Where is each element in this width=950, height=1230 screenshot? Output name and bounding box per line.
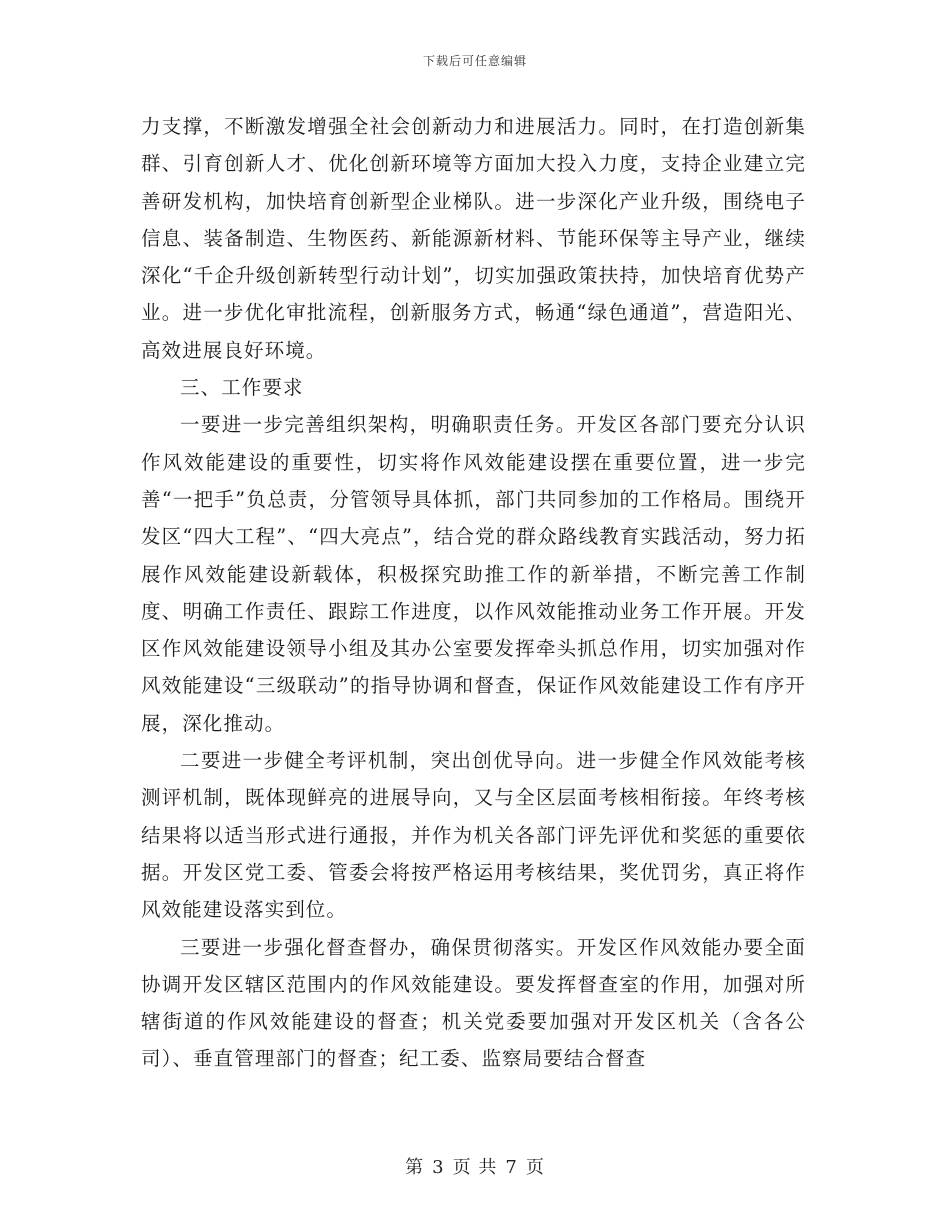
- document-body: [141, 108, 806, 1078]
- paragraph-1: 力支撑，不断激发增强全社会创新动力和进展活力。同时，在打造创新集群、引育创新人才、优化创新环境等方面加大投入力度，支持企业建立完善研发机构，加快培育创新型企业梯队。进一步深化产业升级，围绕电子信息、装备制造、生物医药、新能源新材料、节能环保等主导产业，继续深化“千企升级创新转型行动计划”，切实加强政策扶持，加快培育优势产业。进一步优化审批流程，创新服务方式，畅通“绿色通道”，营造阳光、高效进展良好环境。: [141, 115, 806, 362]
- paragraph-2: 一要进一步完善组织架构，明确职责任务。开发区各部门要充分认识作风效能建设的重要性，切实将作风效能建设摆在重要位置，进一步完善“一把手”负总责，分管领导具体抓，部门共同参加的工作格局。围绕开发区“四大工程”、“四大亮点”，结合党的群众路线教育实践活动，努力拓展作风效能建设新载体，积极探究助推工作的新举措，不断完善工作制度、明确工作责任、跟踪工作进度，以作风效能推动业务工作开展。开发区作风效能建设领导小组及其办公室要发挥牵头抓总作用，切实加强对作风效能建设“三级联动”的指导协调和督查，保证作风效能建设工作有序开展，深化推动。: [141, 413, 806, 735]
- page-footer: [0, 1153, 950, 1179]
- footer-current-page: 3: [432, 1157, 445, 1178]
- footer-middle: 页 共: [452, 1157, 498, 1178]
- paragraph-3: 二要进一步健全考评机制，突出创优导向。进一步健全作风效能考核测评机制，既体现鲜亮的进展导向，又与全区层面考核相衔接。年终考核结果将以适当形式进行通报，并作为机关各部门评先评优和奖惩的重要依据。开发区党工委、管委会将按严格运用考核结果，奖优罚劣，真正将作风效能建设落实到位。: [141, 749, 806, 922]
- paragraph-4: 三要进一步强化督查督办，确保贯彻落实。开发区作风效能办要全面协调开发区辖区范围内的作风效能建设。要发挥督查室的作用，加强对所辖街道的作风效能建设的督查；机关党委要加强对开发区机关（含各公司）、垂直管理部门的督查；纪工委、监察局要结合督查: [141, 935, 806, 1071]
- footer-prefix: 第: [405, 1157, 425, 1178]
- footer-suffix: 页: [525, 1157, 545, 1178]
- page-header: 下载后可任意编辑: [422, 54, 527, 68]
- section-heading: 三、工作要求: [180, 376, 304, 400]
- footer-total-pages: 7: [505, 1157, 518, 1178]
